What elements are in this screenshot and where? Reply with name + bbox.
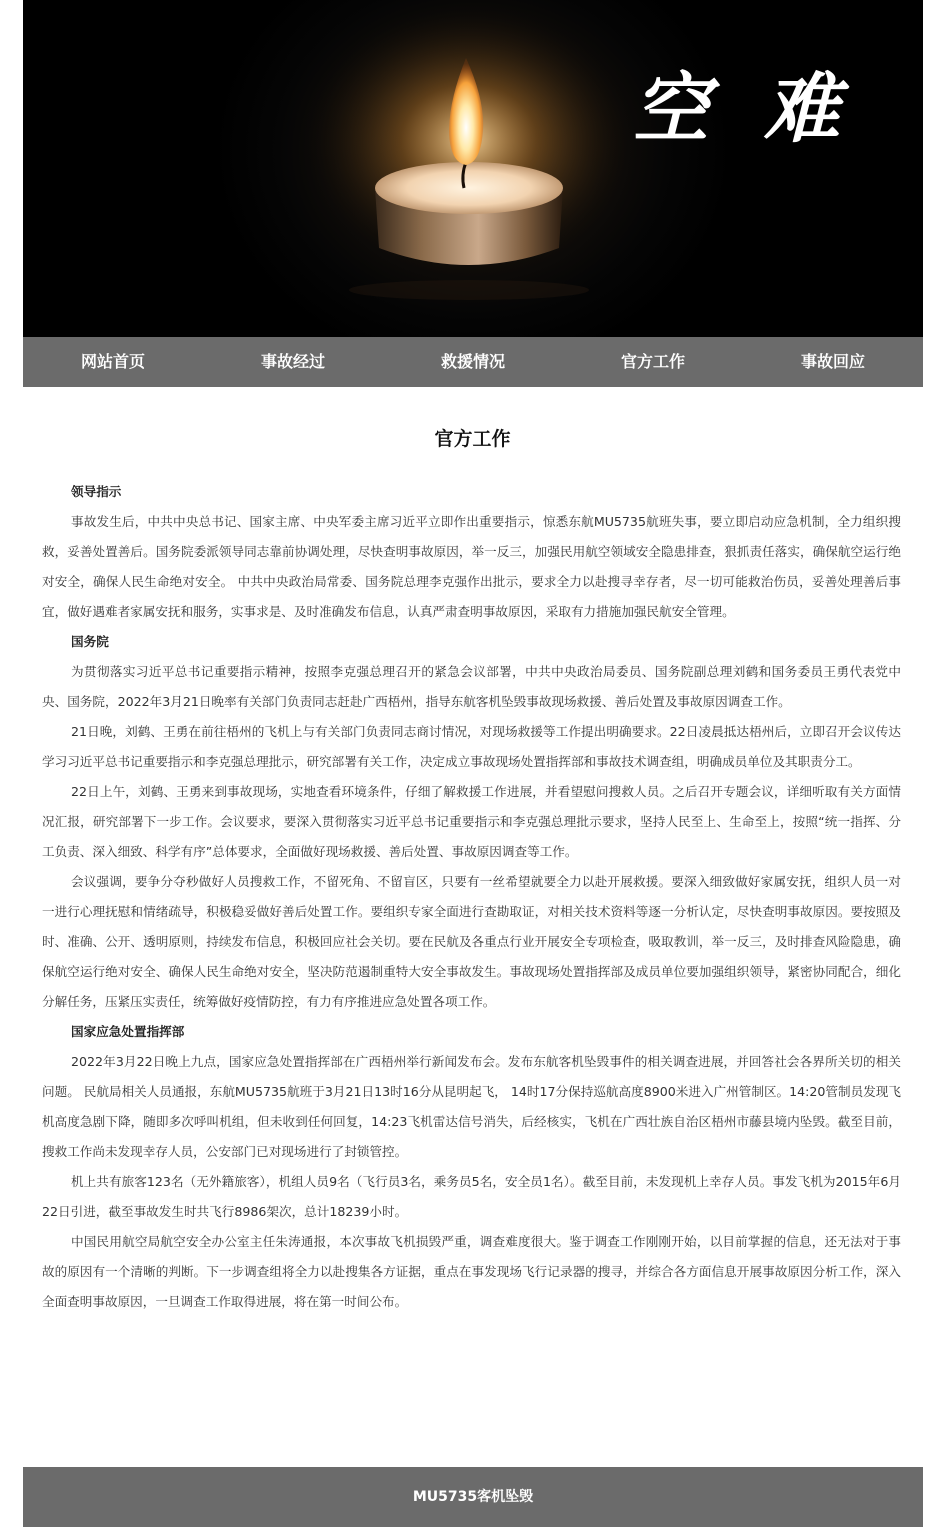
nav-item-accident-process[interactable]: 事故经过 bbox=[260, 352, 325, 371]
paragraph: 机上共有旅客123名（无外籍旅客），机组人员9名（飞行员3名，乘务员5名，安全员1名）。截至目前，未发现机上幸存人员。事发飞机为2015年6月22日引进，截至事故发生时共飞行8986架次，总计18239小时。 bbox=[42, 1174, 901, 1219]
section-heading: 国家应急处置指挥部 bbox=[71, 1024, 185, 1039]
paragraph: 会议强调，要争分夺秒做好人员搜救工作，不留死角、不留盲区，只要有一丝希望就要全力以赴开展救援。要深入细致做好家属安抚，组织人员一对一进行心理抚慰和情绪疏导，积极稳妥做好善后处置工作。要组织专家全面进行查勘取证，对相关技术资料等逐一分析认定，尽快查明事故原因。要按照及时、准确、公开、透明原则，持续发布信息，积极回应社会关切。要在民航及各重点行业开展安全专项检查，吸取教训，举一反三，及时排查风险隐患，确保航空运行绝对安全、确保人民生命绝对安全，坚决防范遏制重特大安全事故发生。事故现场处置指挥部及成员单位要加强组织领导，紧密协同配合，细化分解任务，压紧压实责任，统筹做好疫情防控，有力有序推进应急处置各项工作。 bbox=[42, 874, 901, 1009]
section-heading: 国务院 bbox=[71, 634, 109, 649]
paragraph: 2022年3月22日晚上九点，国家应急处置指挥部在广西梧州举行新闻发布会。发布东航客机坠毁事件的相关调查进展，并回答社会各界所关切的相关问题。 民航局相关人员通报，东航MU5735航班于3月21日13时16分从昆明起飞， 14时17分保持巡航高度8900米进入广州管制区。14:20管制员发现飞机高度急剧下降，随即多次呼叫机组，但未收到任何回复，14:23飞机雷达信号消失，后经核实，飞机在广西壮族自治区梧州市藤县境内坠毁。截至目前，搜救工作尚未发现幸存人员，公安部门已对现场进行了封锁管控。 bbox=[42, 1054, 901, 1159]
article-content bbox=[42, 477, 901, 1317]
section-heading: 领导指示 bbox=[71, 484, 122, 499]
nav-item-rescue[interactable]: 救援情况 bbox=[440, 352, 505, 371]
nav-item-official-work[interactable]: 官方工作 bbox=[620, 352, 685, 371]
paragraph: 21日晚，刘鹤、王勇在前往梧州的飞机上与有关部门负责同志商讨情况，对现场救援等工作提出明确要求。22日凌晨抵达梧州后，立即召开会议传达学习习近平总书记重要指示和李克强总理批示，研究部署有关工作，决定成立事故现场处置指挥部和事故技术调查组，明确成员单位及其职责分工。 bbox=[42, 724, 901, 769]
nav-item-response[interactable]: 事故回应 bbox=[800, 352, 865, 371]
banner-title: 空 难 bbox=[633, 64, 854, 153]
nav-item-home[interactable]: 网站首页 bbox=[80, 352, 145, 371]
page-title: 官方工作 bbox=[434, 428, 511, 450]
banner bbox=[23, 0, 923, 337]
footer: MU5735客机坠毁 bbox=[23, 1467, 923, 1527]
paragraph: 事故发生后，中共中央总书记、国家主席、中央军委主席习近平立即作出重要指示，惊悉东航MU5735航班失事，要立即启动应急机制，全力组织搜救，妥善处置善后。国务院委派领导同志靠前协调处理，尽快查明事故原因，举一反三，加强民用航空领域安全隐患排查，狠抓责任落实，确保航空运行绝对安全，确保人民生命绝对安全。 中共中央政治局常委、国务院总理李克强作出批示，要求全力以赴搜寻幸存者，尽一切可能救治伤员，妥善处理善后事宜，做好遇难者家属安抚和服务，实事求是、及时准确发布信息，认真严肃查明事故原因，采取有力措施加强民航安全管理。 bbox=[42, 514, 901, 619]
main-nav bbox=[23, 337, 923, 387]
paragraph: 中国民用航空局航空安全办公室主任朱涛通报，本次事故飞机损毁严重，调查难度很大。鉴于调查工作刚刚开始，以目前掌握的信息，还无法对于事故的原因有一个清晰的判断。下一步调查组将全力以赴搜集各方证据，重点在事发现场飞行记录器的搜寻，并综合各方面信息开展事故原因分析工作，深入全面查明事故原因，一旦调查工作取得进展，将在第一时间公布。 bbox=[42, 1234, 901, 1309]
paragraph: 22日上午，刘鹤、王勇来到事故现场，实地查看环境条件，仔细了解救援工作进展，并看望慰问搜救人员。之后召开专题会议，详细听取有关方面情况汇报，研究部署下一步工作。会议要求，要深入贯彻落实习近平总书记重要指示和李克强总理批示要求，坚持人民至上、生命至上，按照“统一指挥、分工负责、深入细致、科学有序”总体要求，全面做好现场救援、善后处置、事故原因调查等工作。 bbox=[42, 784, 901, 859]
paragraph: 为贯彻落实习近平总书记重要指示精神，按照李克强总理召开的紧急会议部署，中共中央政治局委员、国务院副总理刘鹤和国务委员王勇代表党中央、国务院，2022年3月21日晚率有关部门负责同志赶赴广西梧州，指导东航客机坠毁事故现场救援、善后处置及事故原因调查工作。 bbox=[42, 664, 901, 709]
